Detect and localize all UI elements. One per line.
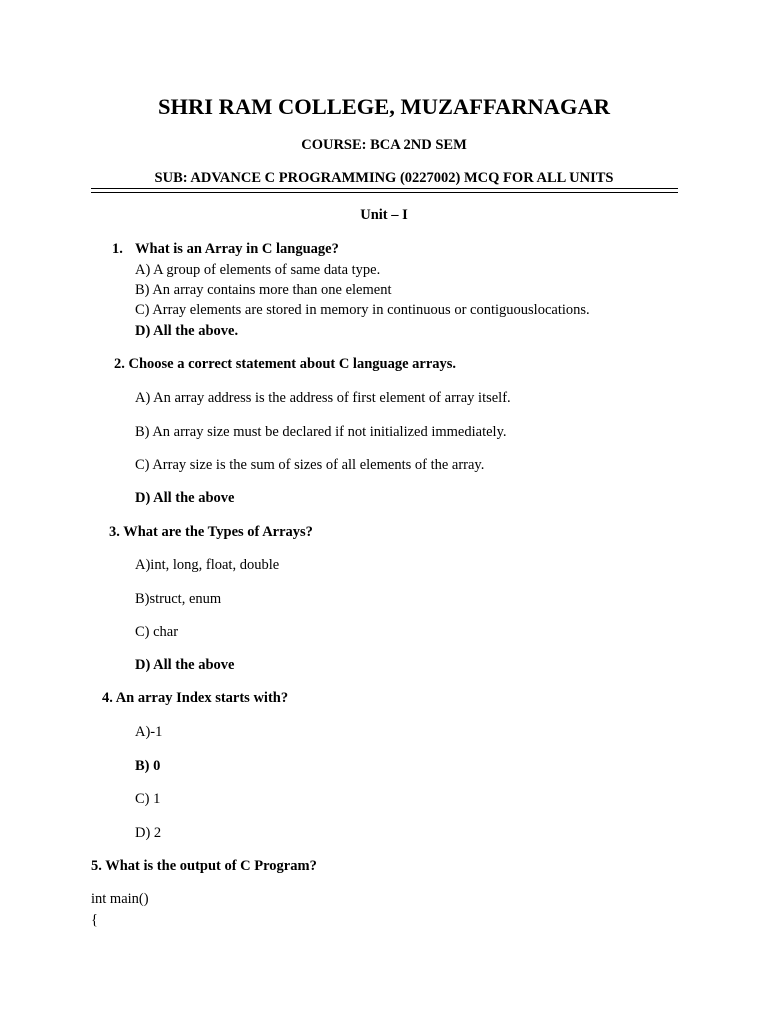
question-3-option-b: B)struct, enum bbox=[135, 591, 222, 607]
unit-heading: Unit – I bbox=[360, 207, 408, 223]
question-1-option-a: A) A group of elements of same data type. bbox=[135, 262, 381, 278]
question-1-text: What is an Array in C language? bbox=[135, 241, 339, 257]
question-2-text: 2. Choose a correct statement about C language arrays. bbox=[114, 356, 457, 372]
question-2-option-a: A) An array address is the address of first element of array itself. bbox=[135, 390, 511, 406]
question-2-option-d: D) All the above bbox=[135, 490, 235, 506]
question-4-text: 4. An array Index starts with? bbox=[102, 690, 289, 706]
question-3-option-c: C) char bbox=[135, 624, 179, 640]
question-1-option-c: C) Array elements are stored in memory in continuous or contiguouslocations. bbox=[135, 302, 590, 318]
question-2-option-b: B) An array size must be declared if not initialized immediately. bbox=[135, 424, 507, 440]
question-2-option-c: C) Array size is the sum of sizes of all elements of the array. bbox=[135, 457, 485, 473]
question-3-option-d: D) All the above bbox=[135, 657, 235, 673]
question-5-text: 5. What is the output of C Program? bbox=[91, 858, 317, 874]
question-1-option-b: B) An array contains more than one element bbox=[135, 282, 392, 298]
college-title: SHRI RAM COLLEGE, MUZAFFARNAGAR bbox=[157, 94, 611, 119]
header-divider-bottom bbox=[91, 192, 678, 193]
question-5-code-line-2: { bbox=[91, 912, 98, 928]
question-5-code-line-1: int main() bbox=[91, 891, 149, 907]
question-1-number: 1. bbox=[112, 241, 123, 257]
question-3-option-a: A)int, long, float, double bbox=[135, 557, 280, 573]
question-4-option-a: A)-1 bbox=[135, 724, 163, 740]
question-1-option-d: D) All the above. bbox=[135, 323, 239, 339]
course-line: COURSE: BCA 2ND SEM bbox=[301, 137, 467, 153]
question-4-option-d: D) 2 bbox=[135, 825, 162, 841]
subject-line: SUB: ADVANCE C PROGRAMMING (0227002) MCQ FOR ALL UNITS bbox=[154, 170, 614, 186]
header-divider-top bbox=[91, 188, 678, 189]
question-4-option-c: C) 1 bbox=[135, 791, 161, 807]
question-4-option-b: B) 0 bbox=[135, 758, 161, 774]
question-3-text: 3. What are the Types of Arrays? bbox=[109, 524, 313, 540]
